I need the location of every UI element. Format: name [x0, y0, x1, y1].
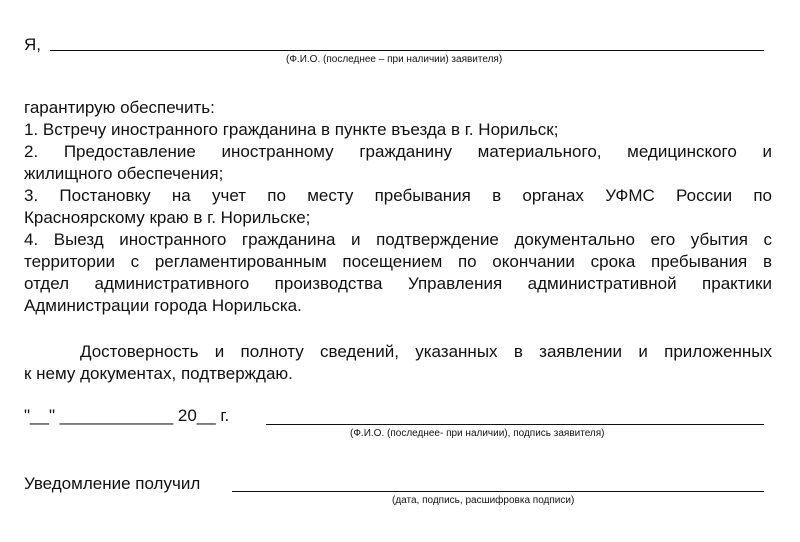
guarantee-item-1: 1. Встречу иностранного гражданина в пункте въезда в г. Норильск; — [24, 120, 559, 139]
applicant-name-caption: (Ф.И.О. (последнее – при наличии) заявителя) — [286, 54, 503, 65]
guarantee-item-4-line4: Администрации города Норильска. — [24, 296, 302, 315]
notice-received-label: Уведомление получил — [24, 474, 201, 493]
confirmation-line-1: Достоверность и полноту сведений, указанных в заявлении и приложенных — [80, 342, 772, 361]
guarantee-item-3-line2: Красноярскому краю в г. Норильске; — [24, 208, 311, 227]
confirmation-line-2: к нему документах, подтверждаю. — [24, 364, 293, 383]
guarantee-intro: гарантирую обеспечить: — [24, 98, 215, 117]
signature-caption: (Ф.И.О. (последнее- при наличии), подпись заявителя) — [350, 428, 605, 439]
applicant-name-line[interactable] — [50, 50, 764, 51]
notice-signature-line[interactable] — [232, 491, 764, 492]
notice-caption: (дата, подпись, расшифровка подписи) — [392, 495, 575, 506]
guarantee-item-3-line1: 3. Постановку на учет по месту пребывания в органах УФМС России по — [24, 186, 772, 205]
date-field[interactable]: "__" ____________ 20__ г. — [24, 406, 230, 425]
guarantee-item-4-line2: территории с регламентированным посещением по окончании срока пребывания в — [24, 252, 772, 271]
signature-line[interactable] — [266, 424, 764, 425]
ya-label: Я, — [24, 35, 41, 54]
guarantee-item-2-line2: жилищного обеспечения; — [24, 164, 224, 183]
guarantee-item-4-line3: отдел административного производства Управления административной практики — [24, 274, 772, 293]
guarantee-item-4-line1: 4. Выезд иностранного гражданина и подтверждение документально его убытия с — [24, 230, 772, 249]
guarantee-item-2-line1: 2. Предоставление иностранному гражданину материального, медицинского и — [24, 142, 772, 161]
